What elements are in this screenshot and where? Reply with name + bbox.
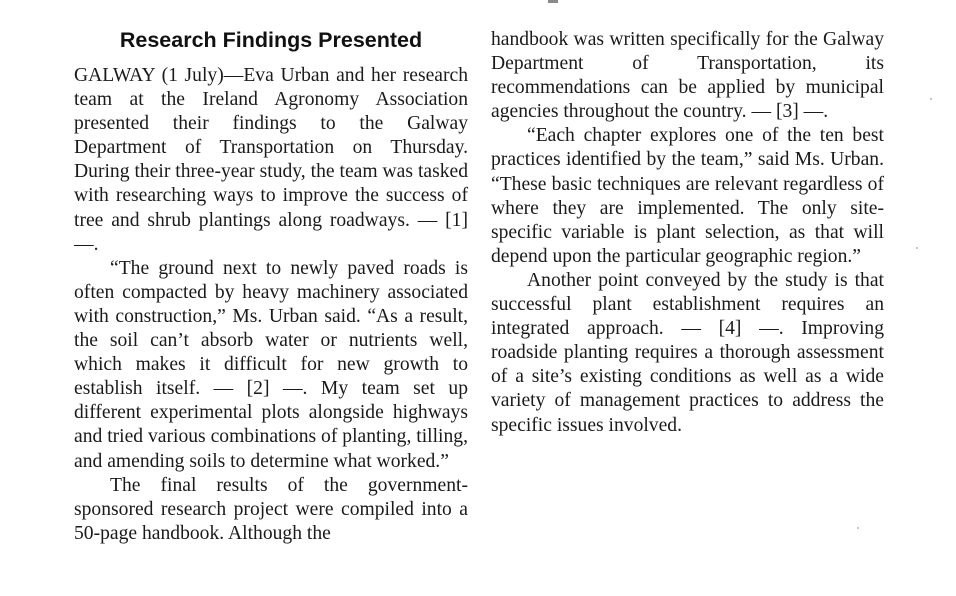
paragraph-3-start: The final results of the government-sponsored research project were compiled into a 50-page handbook. Although the	[74, 474, 468, 544]
scan-speck	[857, 527, 859, 529]
paragraph-5: Another point conveyed by the study is that successful plant establishment requires an integrated approach. — [4] —. Improving roadside planting requires a thorough assessment of a site’s existing conditions as well as a wide variety of management practices to address the specific issues involved.	[491, 269, 884, 436]
paragraph-1: GALWAY (1 July)—Eva Urban and her research team at the Ireland Agronomy Association presented their findings to the Galway Department of Transportation on Thursday. During their three-year study, the team was tasked with researching ways to improve the success of tree and shrub plantings along roadways. — [1] —.	[74, 65, 468, 255]
right-column	[491, 28, 884, 438]
paragraph-3-continued: handbook was written specifically for the Galway Department of Transportation, its recommendations can be applied by municipal agencies throughout the country. — [3] —.	[491, 29, 884, 123]
paragraph-4: “Each chapter explores one of the ten best practices identified by the team,” said Ms. Urban. “These basic techniques are relevant regardless of where they are implemented. The only site-specific variable is plant selection, as that will depend upon the particular geographic region.”	[491, 125, 884, 267]
article-headline: Research Findings Presented	[119, 28, 423, 52]
scan-speck	[916, 247, 918, 249]
scan-artifact-mark	[548, 0, 558, 3]
left-column	[74, 64, 468, 546]
paragraph-2: “The ground next to newly paved roads is often compacted by heavy machinery associated with construction,” Ms. Urban said. “As a result, the soil can’t absorb water or nutrients well, which makes it difficult for new growth to establish itself. — [2] —. My team set up different experimental plots alongside highways and tried various combinations of planting, tilling, and amending soils to determine what worked.”	[74, 257, 468, 472]
scan-speck	[930, 98, 932, 100]
